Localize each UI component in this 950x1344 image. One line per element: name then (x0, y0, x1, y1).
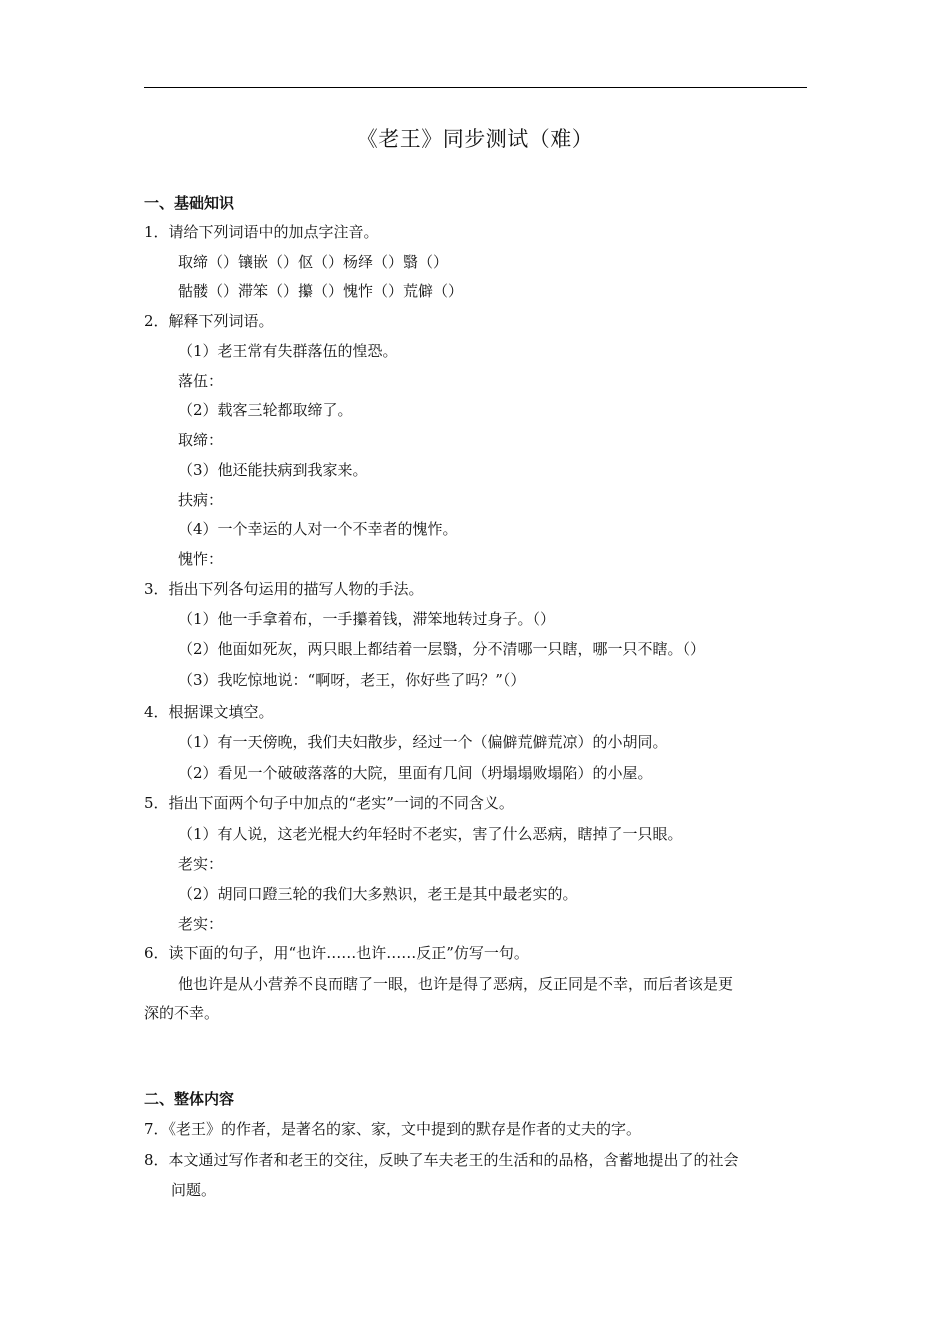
section-heading-overall: 二、整体内容 (144, 1090, 235, 1108)
question-1: 1．请给下列词语中的加点字注音。 (144, 223, 379, 241)
header-rule (144, 87, 807, 88)
question-4: 4．根据课文填空。 (144, 703, 274, 721)
q1-row-2: 骷髅（）滞笨（）攥（）愧怍（）荒僻（） (178, 282, 464, 300)
section-heading-basics: 一、基础知识 (144, 194, 235, 212)
q2-answer-label: 取缔： (178, 431, 224, 449)
page-title: 《老王》同步测试（难） (356, 127, 594, 151)
q2-answer-label: 愧怍： (178, 550, 224, 568)
q5-answer-label: 老实： (178, 915, 224, 933)
question-7: 7．《老王》的作者，是著名的家、家，文中提到的默存是作者的丈夫的字。 (144, 1120, 642, 1138)
question-6: 6．读下面的句子，用“也许……也许……反正”仿写一句。 (144, 944, 529, 962)
question-2: 2．解释下列词语。 (144, 312, 274, 330)
q4-item: （2）看见一个破破落落的大院，里面有几间（坍塌塌败塌陷）的小屋。 (178, 764, 653, 782)
q2-item: （2）载客三轮都取缔了。 (178, 401, 353, 419)
q5-answer-label: 老实： (178, 855, 224, 873)
q6-paragraph-line-2: 深的不幸。 (144, 1004, 220, 1022)
question-8: 8．本文通过写作者和老王的交往，反映了车夫老王的生活和的品格，含蓄地提出了的社会 (144, 1151, 739, 1169)
question-5: 5．指出下面两个句子中加点的“老实”一词的不同含义。 (144, 794, 514, 812)
question-3: 3．指出下列各句运用的描写人物的手法。 (144, 580, 424, 598)
q3-item: （2）他面如死灰，两只眼上都结着一层翳，分不清哪一只瞎，哪一只不瞎。（） (178, 640, 706, 658)
q3-item: （1）他一手拿着布，一手攥着钱，滞笨地转过身子。（） (178, 610, 556, 628)
q5-item: （2）胡同口蹬三轮的我们大多熟识，老王是其中最老实的。 (178, 885, 578, 903)
question-8-continuation: 问题。 (171, 1181, 217, 1199)
q2-item: （1）老王常有失群落伍的惶恐。 (178, 342, 398, 360)
q3-item: （3）我吃惊地说：“啊呀，老王，你好些了吗？”（） (178, 671, 526, 689)
q2-item: （4）一个幸运的人对一个不幸者的愧怍。 (178, 520, 458, 538)
q1-row-1: 取缔（）镶嵌（）伛（）杨绎（）翳（） (178, 253, 449, 271)
q5-item: （1）有人说，这老光棍大约年轻时不老实，害了什么恶病，瞎掉了一只眼。 (178, 825, 683, 843)
q6-paragraph-line-1: 他也许是从小营养不良而瞎了一眼，也许是得了恶病，反正同是不幸，而后者该是更 (178, 975, 734, 993)
q2-answer-label: 落伍： (178, 372, 224, 390)
q2-item: （3）他还能扶病到我家来。 (178, 461, 368, 479)
q2-answer-label: 扶病： (178, 491, 224, 509)
q4-item: （1）有一天傍晚，我们夫妇散步，经过一个（偏僻荒僻荒凉）的小胡同。 (178, 733, 668, 751)
